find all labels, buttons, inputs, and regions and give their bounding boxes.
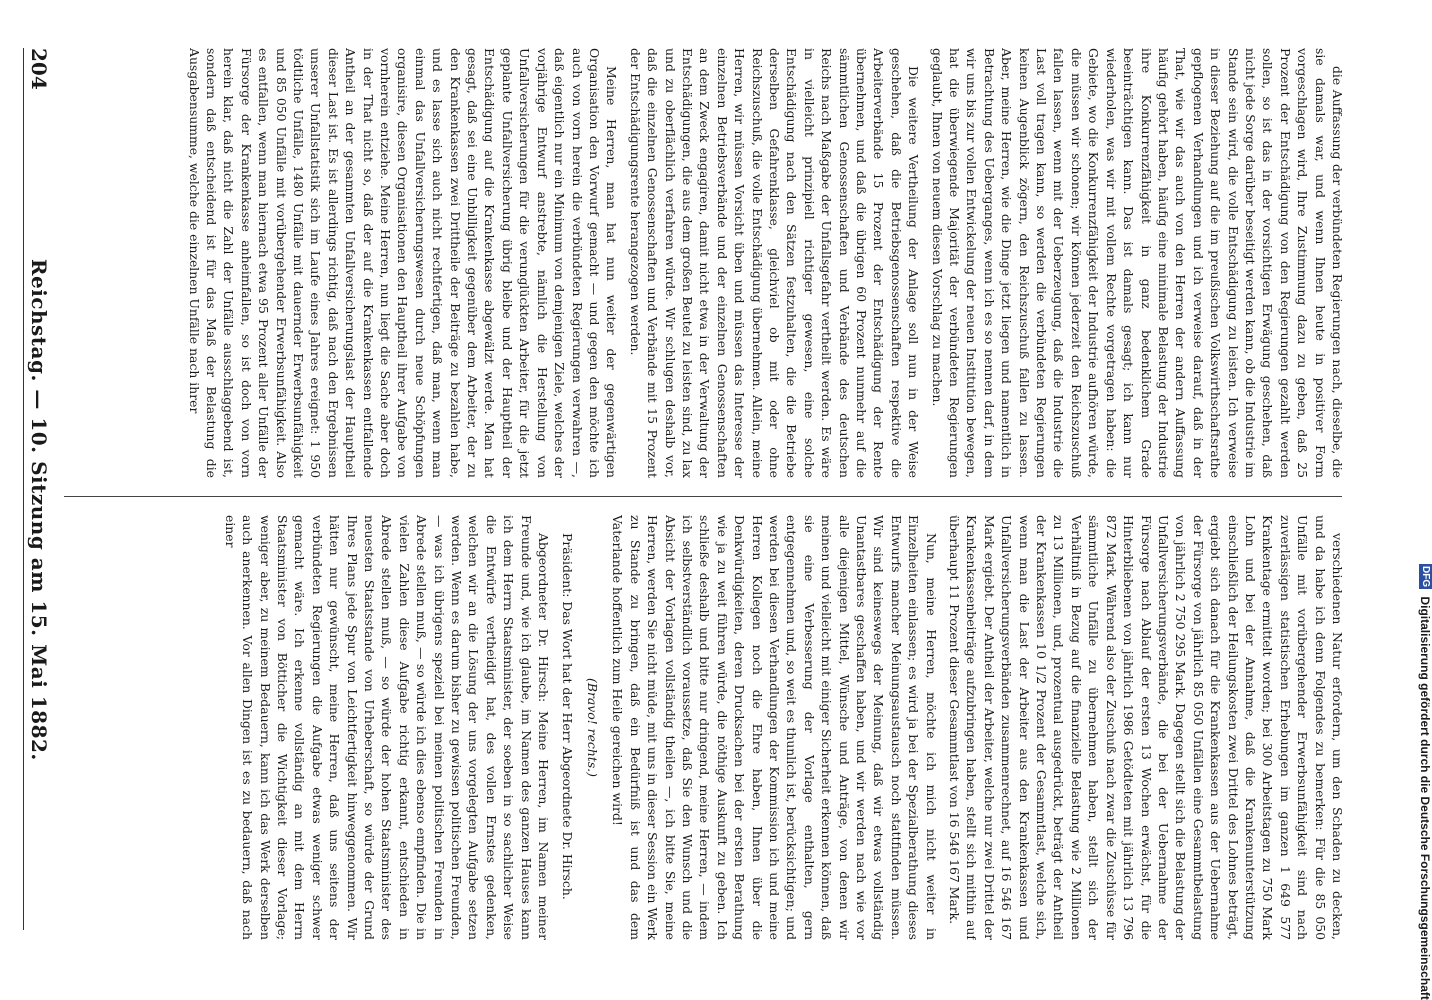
dfg-sidebar (1402, 0, 1432, 1000)
dfg-credit: Digitalisierung gefördert durch die Deutsche Forschungsgemeinschaft (1418, 596, 1432, 1000)
paragraph: Die weitere Vertheilung der Anlage soll nun in der Weise geschehen, daß die Betriebsgenossenschaften respektive die Arbeiterverbände 15 Prozent der Entschädigung der Rente übernehmen, und daß die übrigen 60 Prozent nunmehr auf die sämmtlichen Genossenschaften und Verbände des deutschen Reichs nach Maßgabe der Unfallsgefahr vertheilt werden. Es wäre in vielleicht prinzipiell richtiger gewesen, eine solche Entschädigung nach den Sätzen festzuhalten, die die Betriebe derselben Gefahrenklasse, gleichviel ob mit oder ohne Reichszuschuß, die volle Entschädigung übernehmen. Allein, meine Herren, wir müssen Vorsicht üben und müssen das Interesse der einzelnen Betriebsverbände und der einzelnen Genossenschaften an dem Zweck engagiren, damit nicht etwa in der Verwaltung der Entschädigungen, die aus dem großen Beutel zu leisten sind, zu lax und zu oberflächlich verfahren würde. Wir schlugen deshalb vor, daß die einzelnen Genossenschaften und Verbände mit 15 Prozent der Entschädigungsrente herangezogen werden. (627, 48, 922, 478)
left-column (60, 48, 1346, 478)
column-divider (64, 496, 1342, 497)
page-header (23, 48, 54, 930)
president-paragraph: Präsident: Das Wort hat der Herr Abgeordnete Dr. Hirsch. (559, 533, 575, 900)
page-number: 204 (27, 48, 51, 90)
paragraph: die Auffassung der verbündeten Regierungen nach, dieselbe, die sie damals war, und wenn Ihnen heute in positiver Form vorgeschlagen wird, Ihre Zustimmung dazu zu geben, daß 25 Prozent der Entschädigung von den Regierungen gezahlt werden sollen, so ist das in der vorsichtigen Erwägung geschehen, daß nicht jede Sorge darüber beseitigt werden kann, ob die Industrie im Stande sein wird, die volle Entschädigung zu leisten. Ich verweise in dieser Beziehung auf die im preußischen Volkswirthschaftsrathe gepflogenen Verhandlungen und ich verweise darauf, daß in der That, wie wir das auch von den Herren der andern Auffassung häufig gehört haben, häufig eine minimale Belastung der Industrie ihre Konkurrenzfähigkeit in ganz bedenklichem Grade beeinträchtigen kann. Das ist damals gesagt; ich kann nur wiederholen, was wir mit vollem Rechte vorgetragen haben: die Gebiete, wo die Konkurrenzfähigkeit der Industrie aufhören würde, die müssen wir schonen; wir können jederzeit den Reichszuschuß fallen lassen, wenn mit der Ueberzeugung, daß die Industrie die Last voll tragen kann, so werden die verbündeten Regierungen keinen Augenblick zögern, den Reichszuschuß fallen zu lassen. Aber, meine Herren, wie die Dinge jetzt liegen und namentlich in Betrachtung des Ueberganges, wenn ich es so nennen darf, in dem wir uns bis zur vollen Entwickelung der neuen Institution bewegen, hat die überwiegende Majorität der verbündeten Regierungen geglaubt, Ihnen von neuem diesen Vorschlag zu machen. (929, 48, 1345, 478)
paragraph: Nun, meine Herren, möchte ich mich nicht weiter in Einzelheiten einlassen; es wird ja bei der Spezialberathung dieses Entwurfs mancher Meinungsaustausch noch stattfinden müssen. Wir sind keineswegs der Meinung, daß wir etwas vollständig Unantastbares geschaffen haben, und wir werden nach wie vor alle diejenigen Mittel, Wünsche und Anträge, von denen wir meinen und vielleicht mit einiger Sicherheit erkennen können, daß sie eine Verbesserung der Vorlage enthalten, gern entgegennehmen und, so weit es thunlich ist, berücksichtigen; und werden bei diesen Verhandlungen der Kommission ich und meine Herren Kollegen noch die Ehre haben, Ihnen über die Denkwürdigkeiten, deren Drucksachen bei der ersten Berathung wie ja zu weit führen würde, die nöthige Auskunft zu geben. Ich schließe deshalb und bitte nur dringend, meine Herren, — indem ich selbstverständlich voraussetze, daß Sie den Wunsch und die Absicht der Vorlagen vollständig theilen —, ich bitte Sie, meine Herren, werden Sie nicht müde, mit uns in dieser Session ein Werk zu Stande zu bringen, daß ein Bedürfniß ist und das dem Vaterlande hoffentlich zum Heile gereichen wird! (610, 515, 939, 940)
right-column (60, 515, 1346, 940)
dfg-sidebar-text (1402, 0, 1432, 1000)
page-title: Reichstag. — 10. Sitzung am 15. Mai 1882. (27, 258, 51, 761)
speech-paragraph: Abgeordneter Dr. Hirsch: Meine Herren, im Namen meiner Freunde und, wie ich glaube, im Namen des ganzen Hauses kann ich dem Herrn Staatsminister, der soeben in so sachlicher Weise die Entwürfe vertheidigt hat, des vollen Ernstes gedenken, welchen wir an die Lösung der uns vorgelegten Aufgabe setzen werden. Wenn es darum bisher zu gewissen politischen Freunden, — was ich übrigens speziell bei meinen politischen Freunden in Abrede stellen muß, — so würde ich dies ebenso empfinden. Die in vielen Zahlen diese Aufgabe richtig erkannt, entschieden in Abrede stellen muß, — so würde der hohen Staatsminister des neuesten Staatsstande von Urheberschaft, so würde der Grund Ihres Plans jede Spur von Leichtfertigkeit hinweggenommen. Wir hätten nur gewünscht, meine Herren, daß uns seitens der verbündeten Regierungen die Aufgabe etwas weniger schwer gemacht wäre. Ich erkenne vollständig an mit dem Herrn Staatsminister von Bötticher die Wichtigkeit dieser Vorlage; weniger aber, zu meinem Bedauern, kann ich das Werk derselben auch anerkennen. Vor allen Dingen ist es zu bedauern, daß nach einer (222, 515, 552, 940)
paragraph: Meine Herren, man hat nun weiter der gegenwärtigen Organisation den Vorwurf gemacht — und gegen den möchte ich auch von vorn herein die verbündeten Regierungen verwahren —, daß eigentlich nur ein Minimum von demjenigen Ziele, welches der vorjährige Entwurf anstrebte, nämlich die Herstellung von Unfallversicherungen für die verunglückten Arbeiter, für die jetzt geplante Unfallversicherung übrig bleibe und der Hauptheil der Entschädigung auf die Krankenkasse abgewälzt werde. Man hat gesagt, daß sei eine Unbilligkeit gegenüber dem Arbeiter, der zu den Krankenkassen zwei Drittheile der Beiträge zu bezahlen habe, und es lasse sich auch nicht rechtfertigen, daß man, wenn man einmal das Unfallversicherungswesen durch neue Schöpfungen organisire, diesen Organisationen den Hauptheil ihrer Aufgabe von vornherein entziehe. Meine Herren, nun liegt die Sache aber doch in der That nicht so, daß der auf die Krankenkassen entfallende Antheil an der gesammten Unfallversicherungslast der Hauptheil dieser Last ist. Es ist allerdings richtig, daß nach den Ergebnissen unserer Unfallstatistik sich im Laufe eines Jahres ereignet: 1 950 tödtliche Unfälle, 1480 Unfälle mit dauernder Erwerbsunfähigkeit und 85 050 Unfälle mit vorübergehender Erwerbsunfähigkeit. Also es entfallen, wenn man hiernach etwa 95 Prozent aller Unfälle der Fürsorge der Krankenkasse anheimfallen, so ist doch von vorn herein klar, daß nicht die Zahl der Unfälle ausschlaggebend ist, sondern daß entscheidend ist für das Maß der Belastung die Ausgabensumme, welche die einzelnen Unfälle nach ihrer (186, 48, 620, 478)
paragraph: verschiedenen Natur erfordern, um den Schaden zu decken, und da habe ich denn Folgendes zu bemerken: Für die 85 050 Unfälle mit vorübergehender Erwerbsunfähigkeit sind nach zuverlässigen statistischen Erhebungen im ganzen 1 649 577 Krankentage ermittelt worden; bei 300 Arbeitstagen zu 750 Mark Lohn und bei der Annahme, daß die Krankenunterstützung einschließlich der Heilungskosten zwei Drittel des Lohnes beträgt, ergiebt sich danach für die Krankenkassen aus der Uebernahme der Fürsorge von jährlich 85 050 Unfällen eine Gesammtbelastung von jährlich 2 750 295 Mark. Dagegen stellt sich die Belastung der Unfallversicherungsverbände, die bei der Uebernahme der Fürsorge nach Ablauf der ersten 13 Wochen erwächst, für die Hinterbliebenen von jährlich 1986 Getödteten mit jährlich 13 796 872 Mark. Während also der Zuschuß nach zwar die Zuschüsse für sämmtliche Unfälle zu übernehmen haben, stellt sich der Verhältniß in Bezug auf die finanzielle Belastung wie 2 Millionen zu 13 Millionen, und, prozentual ausgedrückt, beträgt der Antheil der Krankenkassen 10 1/2 Prozent der Gesammtlast, welche sich, wenn man die Last der Arbeiter aus den Krankenkassen und Unfallversicherungsverbänden zusammenrechnet, auf 16 546 167 Mark ergiebt. Der Antheil der Arbeiter, welche nur zwei Drittel der Krankenkassenbeiträge aufzubringen haben, stellt sich mithin auf überhaupt 11 Prozent dieser Gesammtlast von 16 546 167 Mark. (947, 515, 1345, 940)
applause-note: (Bravo! rechts.) (584, 678, 600, 777)
dfg-logo: DFG (1420, 566, 1431, 588)
